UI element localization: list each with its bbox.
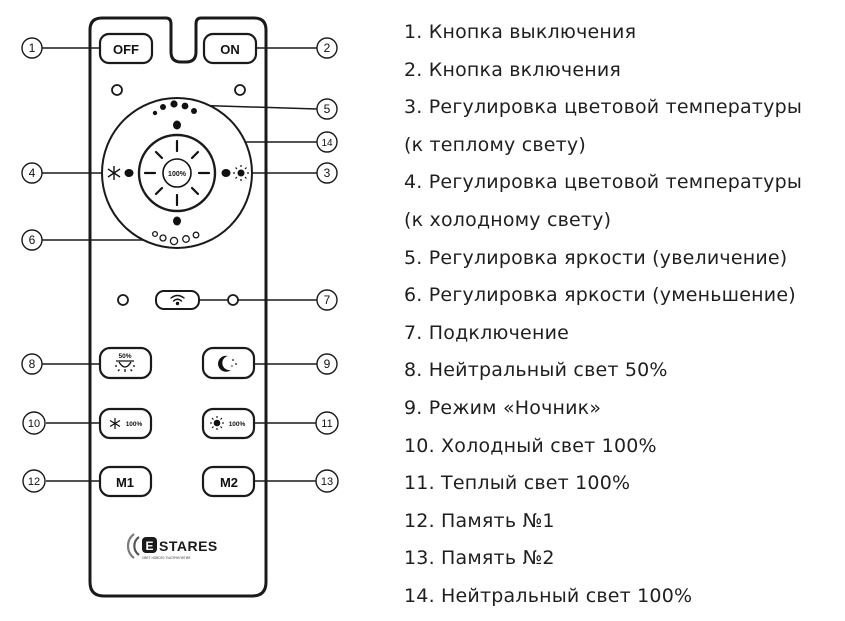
callout-number: 13 <box>320 476 334 488</box>
legend-item: 5. Регулировка яркости (увеличение) <box>404 246 788 269</box>
callout-number: 3 <box>323 166 331 180</box>
legend-item: 8. Нейтральный свет 50% <box>404 359 668 382</box>
memory-2-button[interactable] <box>203 467 254 496</box>
callout-2 <box>317 38 337 58</box>
neutral-50-label: 50% <box>118 353 132 360</box>
legend-list <box>404 14 839 616</box>
indicator-light <box>228 295 238 305</box>
callout-number: 7 <box>323 293 331 307</box>
callout-number: 14 <box>321 138 333 149</box>
callout-number: 6 <box>28 233 36 247</box>
indicator-light <box>112 85 122 95</box>
callout-number: 4 <box>28 166 36 180</box>
callout-12 <box>23 470 45 492</box>
brand-tagline: свет нового тысячелетия <box>142 555 191 560</box>
cold-100-button[interactable] <box>100 409 151 438</box>
callout-8 <box>22 354 42 374</box>
legend-item: 13. Память №2 <box>404 547 555 570</box>
callout-7 <box>317 290 337 310</box>
legend-item-continuation: (к холодному свету) <box>404 208 612 231</box>
legend-item: 9. Режим «Ночник» <box>404 396 602 419</box>
callout-14 <box>317 132 337 152</box>
indicator-light <box>118 295 128 305</box>
callout-number: 5 <box>323 102 331 116</box>
callout-number: 11 <box>321 418 333 430</box>
legend-item: 2. Кнопка включения <box>404 58 622 81</box>
legend-item: 7. Подключение <box>404 321 570 344</box>
legend-item: 6. Регулировка яркости (уменьшение) <box>404 284 796 307</box>
m1-label: M1 <box>115 475 135 490</box>
callout-4 <box>22 163 42 183</box>
legend-item: 11. Теплый свет 100% <box>404 472 631 495</box>
callout-number: 12 <box>27 476 41 488</box>
neutral-50-button[interactable] <box>100 348 151 378</box>
callout-number: 9 <box>323 357 331 371</box>
callout-1 <box>22 38 42 58</box>
connect-button[interactable] <box>156 291 199 309</box>
on-button[interactable] <box>204 34 256 63</box>
callout-number: 10 <box>27 418 41 430</box>
legend-item: 10. Холодный свет 100% <box>404 434 657 457</box>
center-label: 100% <box>168 171 186 178</box>
brand-name: STARES <box>159 538 218 554</box>
callout-3 <box>317 163 337 183</box>
legend-item-continuation: (к теплому свету) <box>404 133 586 156</box>
callout-6 <box>22 230 42 250</box>
callout-10 <box>23 412 45 434</box>
legend-item: 12. Память №1 <box>404 509 555 532</box>
memory-1-button[interactable] <box>100 467 151 496</box>
legend-item: 3. Регулировка цветовой температуры <box>404 96 803 119</box>
off-label: OFF <box>113 42 139 57</box>
callout-number: 8 <box>28 357 36 371</box>
callout-5 <box>317 99 337 119</box>
callout-9 <box>317 354 337 374</box>
center-neutral-button[interactable] <box>139 135 215 211</box>
legend-item: 1. Кнопка выключения <box>404 21 637 43</box>
callout-number: 1 <box>28 41 36 55</box>
m2-label: M2 <box>219 475 239 490</box>
cold-100-label: 100% <box>125 421 143 428</box>
legend-item: 4. Регулировка цветовой температуры <box>404 171 803 194</box>
logo-initial: E <box>145 539 154 553</box>
on-label: ON <box>220 42 240 57</box>
warm-100-label: 100% <box>228 421 246 428</box>
callout-number: 2 <box>323 41 331 55</box>
callout-13 <box>316 470 338 492</box>
legend-item: 14. Нейтральный свет 100% <box>404 584 693 607</box>
warm-100-button[interactable] <box>203 409 254 438</box>
callout-11 <box>316 412 338 434</box>
off-button[interactable] <box>100 34 152 63</box>
indicator-light <box>235 85 245 95</box>
night-mode-button[interactable] <box>203 348 254 378</box>
